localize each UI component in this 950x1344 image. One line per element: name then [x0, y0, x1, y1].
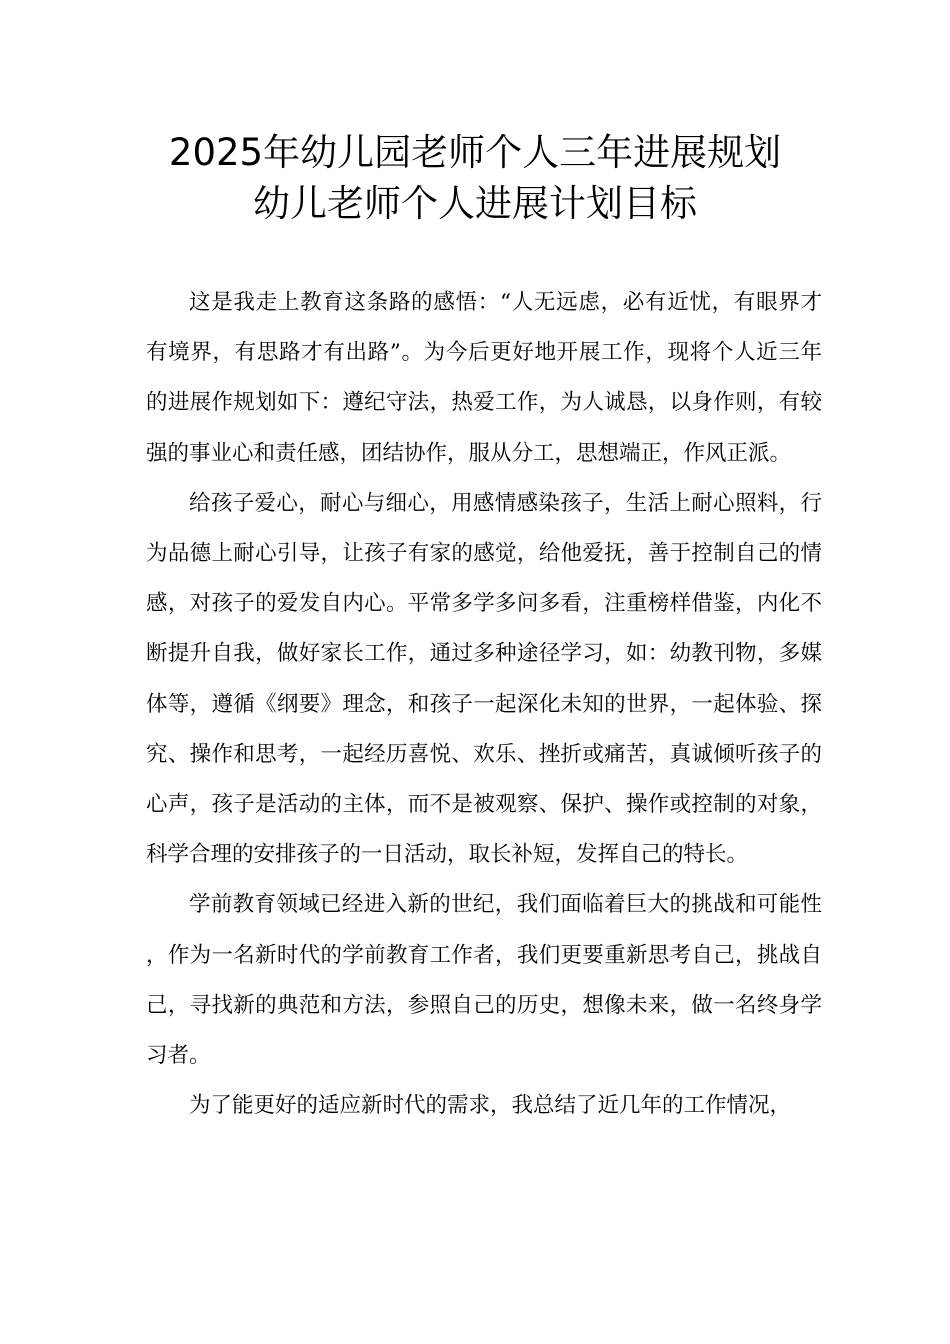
paragraph-4: 为了能更好的适应新时代的需求，我总结了近几年的工作情况，: [189, 1093, 792, 1119]
document-body: [146, 278, 822, 1131]
document-title-line-1: 2025年幼儿园老师个人三年进展规划: [168, 131, 782, 174]
document-title-line-2: 幼儿老师个人进展计划目标: [253, 182, 697, 225]
paragraph-2: 给孩子爱心，耐心与细心，用感情感染孩子，生活上耐心照料，行为品德上耐心引导，让孩子有家的感觉，给他爱抚，善于控制自己的情感，对孩子的爱发自内心。平常多学多问多看，注重榜样借鉴，内化不断提升自我，做好家长工作，通过多种途径学习，如：幼教刊物，多媒体等，遵循《纲要》理念，和孩子一起深化未知的世界，一起体验、探究、操作和思考，一起经历喜悦、欢乐、挫折或痛苦，真诚倾听孩子的心声，孩子是活动的主体，而不是被观察、保护、操作或控制的对象，科学合理的安排孩子的一日活动，取长补短，发挥自己的特长。: [146, 490, 822, 868]
paragraph-1: 这是我走上教育这条路的感悟：“人无远虑，必有近忧，有眼界才有境界，有思路才有出路”。为今后更好地开展工作，现将个人近三年的进展作规划如下：遵纪守法，热爱工作，为人诚恳，以身作则，有较强的事业心和责任感，团结协作，服从分工，思想端正，作风正派。: [146, 290, 822, 466]
paragraph-3: 学前教育领域已经进入新的世纪，我们面临着巨大的挑战和可能性，作为一名新时代的学前教育工作者，我们更要重新思考自己，挑战自己，寻找新的典范和方法，参照自己的历史，想像未来，做一名终身学习者。: [146, 892, 822, 1069]
